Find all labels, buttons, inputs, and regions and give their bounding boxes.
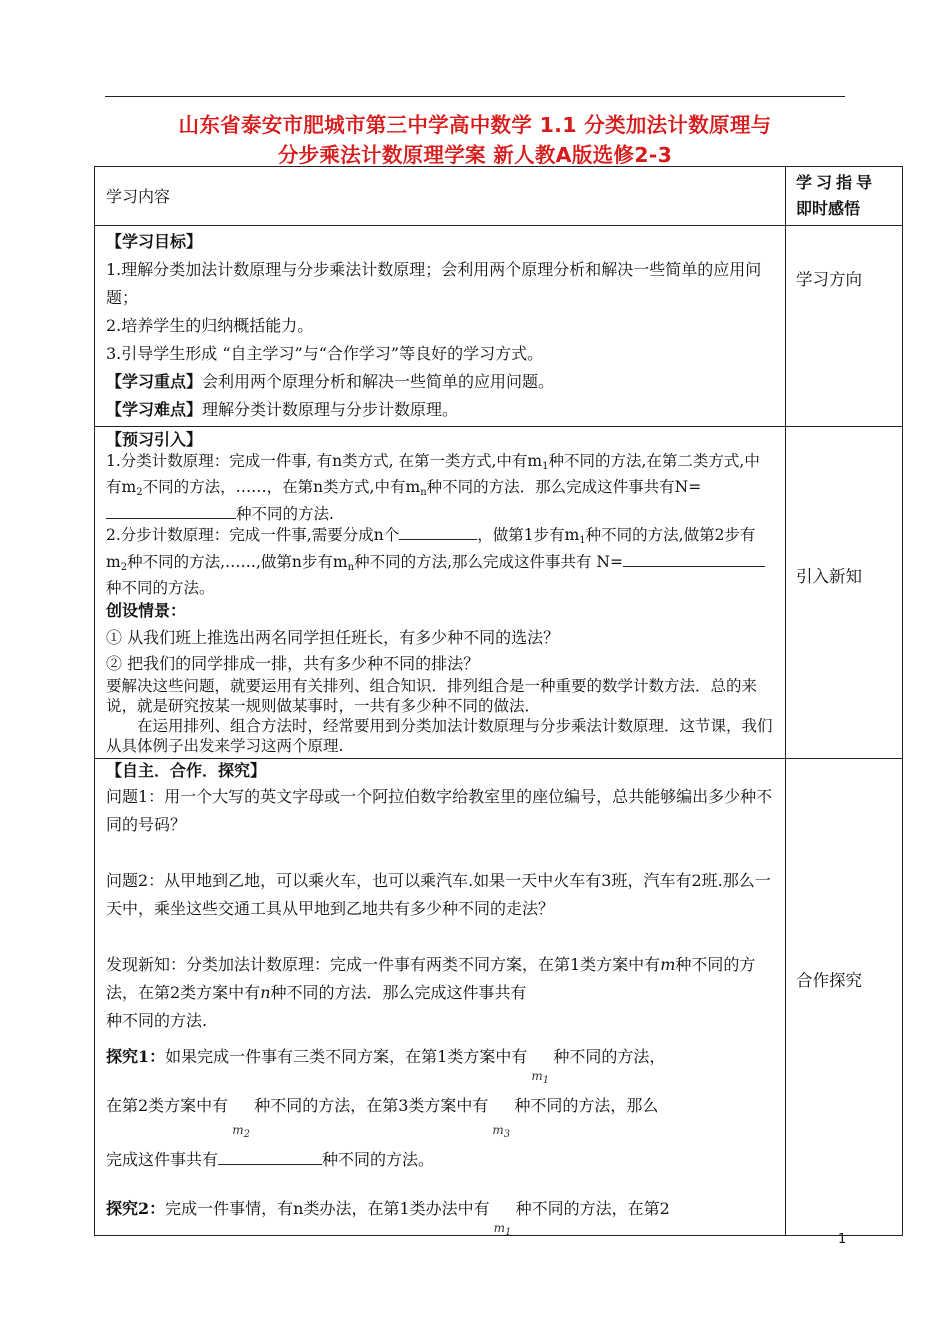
goal-1: 1.理解分类加法计数原理与分步乘法计数原理；会利用两个原理分析和解决一些简单的应用问题；	[106, 260, 762, 307]
page-number: 1	[838, 1232, 847, 1247]
table-header-row	[95, 167, 903, 226]
header-rule	[105, 96, 845, 97]
side-note-intro: 引入新知	[796, 567, 862, 586]
explore-2: 探究2：完成一件事情，有n类办法，在第1类办法中有 $m_1$ 种不同的方法，在第2	[106, 1187, 775, 1231]
variable-m1: $m_1$	[531, 1069, 550, 1086]
side-note-direction: 学习方向	[796, 270, 862, 289]
explore-row: 【自主．合作．探究】 问题1：用一个大写的英文字母或一个阿拉伯数字给教室里的座位编号，总共能够编出多少种不同的号码？ 问题2：从甲地到乙地，可以乘火车，也可以乘汽车.如果一天中火车有3班，汽车有2班.那么一天中，乘坐这些交通工具从甲地到乙地共有多少种不同的走法？ 发现新知：分类加法计数原理：完成一件事有两类不同方案，在第1类方案中有m种不同的方法，在第2类方案中有n种不同的方法．那么完成这件事共有 种不同的方法. 探究1：如果完成一件事有三类不同方案，在第1类方案中有 $m_1$ 种不同的方法， 在第2类方案中有 $m_2$ 种不同的方法，在第3类方案中有 $m_3$ 种不同的方法，那么 完成这件事共有 种不同的方法。 探究2：完成一件事情，有n类办法，在第1类办法中有 $m_1$ 种不同的方法，在第2 合作探究	[95, 759, 903, 1236]
goals-row	[95, 226, 903, 427]
content-header: 学习内容	[106, 187, 171, 206]
key-point: 【学习重点】会利用两个原理分析和解决一些简单的应用问题。	[106, 372, 555, 391]
scene-question-1: ① 从我们班上推选出两名同学担任班长，有多少种不同的选法？	[106, 628, 560, 647]
explore-1: 探究1：如果完成一件事有三类不同方案，在第1类方案中有 $m_1$ 种不同的方法，	[106, 1035, 775, 1079]
intro-paragraph-2: 在运用排列、组合方法时，经常要用到分类加法计数原理与分步乘法计数原理．这节课，我们从具体例子出发来学习这两个原理.	[106, 717, 773, 755]
side-note-cooperation: 合作探究	[796, 971, 862, 990]
goal-3: 3.引导学生形成 “自主学习”与“合作学习”等良好的学习方式。	[106, 344, 544, 363]
multiplication-principle: 2.分步计数原理：完成一件事,需要分成n个 ，做第1步有$m_1$种不同的方法,做第2步有$m_2$种不同的方法,……,做第n步有$m_n$种不同的方法,那么完成这件事共有 N=种不同的方法。	[106, 524, 775, 598]
study-table	[94, 166, 903, 1236]
difficulty-point: 【学习难点】理解分类计数原理与分步计数原理。	[106, 400, 459, 419]
variable-m3: $m_3$	[492, 1123, 511, 1140]
goals-heading: 【学习目标】	[106, 232, 203, 251]
guide-header: 学习指导 即时感悟	[796, 173, 877, 218]
preview-heading: 【预习引入】	[106, 430, 203, 449]
scene-heading: 创设情景：	[106, 601, 187, 620]
intro-paragraph-1: 要解决这些问题，就要运用有关排列、组合知识．排列组合是一种重要的数学计数方法．总的来说，就是研究按某一规则做某事时，一共有多少种不同的做法．	[106, 677, 758, 715]
title-line-1: 山东省泰安市肥城市第三中学高中数学 1.1 分类加法计数原理与	[178, 113, 772, 137]
preview-row	[95, 427, 903, 759]
variable-m1b: $m_1$	[493, 1221, 512, 1238]
discover-new-knowledge: 发现新知：分类加法计数原理：完成一件事有两类不同方案，在第1类方案中有m种不同的方法，在第2类方案中有n种不同的方法．那么完成这件事共有 种不同的方法.	[106, 955, 756, 1030]
answer-blank[interactable]	[106, 503, 236, 519]
scene-question-2: ② 把我们的同学排成一排，共有多少种不同的排法？	[106, 654, 480, 673]
problem-2: 问题2：从甲地到乙地，可以乘火车，也可以乘汽车.如果一天中火车有3班，汽车有2班.那么一天中，乘坐这些交通工具从甲地到乙地共有多少种不同的走法？	[106, 871, 771, 918]
problem-1: 问题1：用一个大写的英文字母或一个阿拉伯数字给教室里的座位编号，总共能够编出多少种不同的号码？	[106, 787, 773, 834]
goal-2: 2.培养学生的归纳概括能力。	[106, 316, 314, 335]
document-title	[95, 110, 855, 170]
addition-principle: 1.分类计数原理：完成一件事, 有n类方式, 在第一类方式,中有$m_1$种不同的方法,在第二类方式,中有$m_2$不同的方法，……，在第n类方式,中有$m_n$种不同的方法．那么完成这件事共有N=种不同的方法.	[106, 452, 760, 523]
answer-blank[interactable]	[623, 551, 765, 567]
variable-m2: $m_2$	[232, 1123, 250, 1140]
explore-heading: 【自主．合作．探究】	[106, 761, 267, 780]
title-line-2: 分步乘法计数原理学案 新人教A版选修2-3	[277, 143, 673, 167]
answer-blank[interactable]	[399, 524, 477, 540]
